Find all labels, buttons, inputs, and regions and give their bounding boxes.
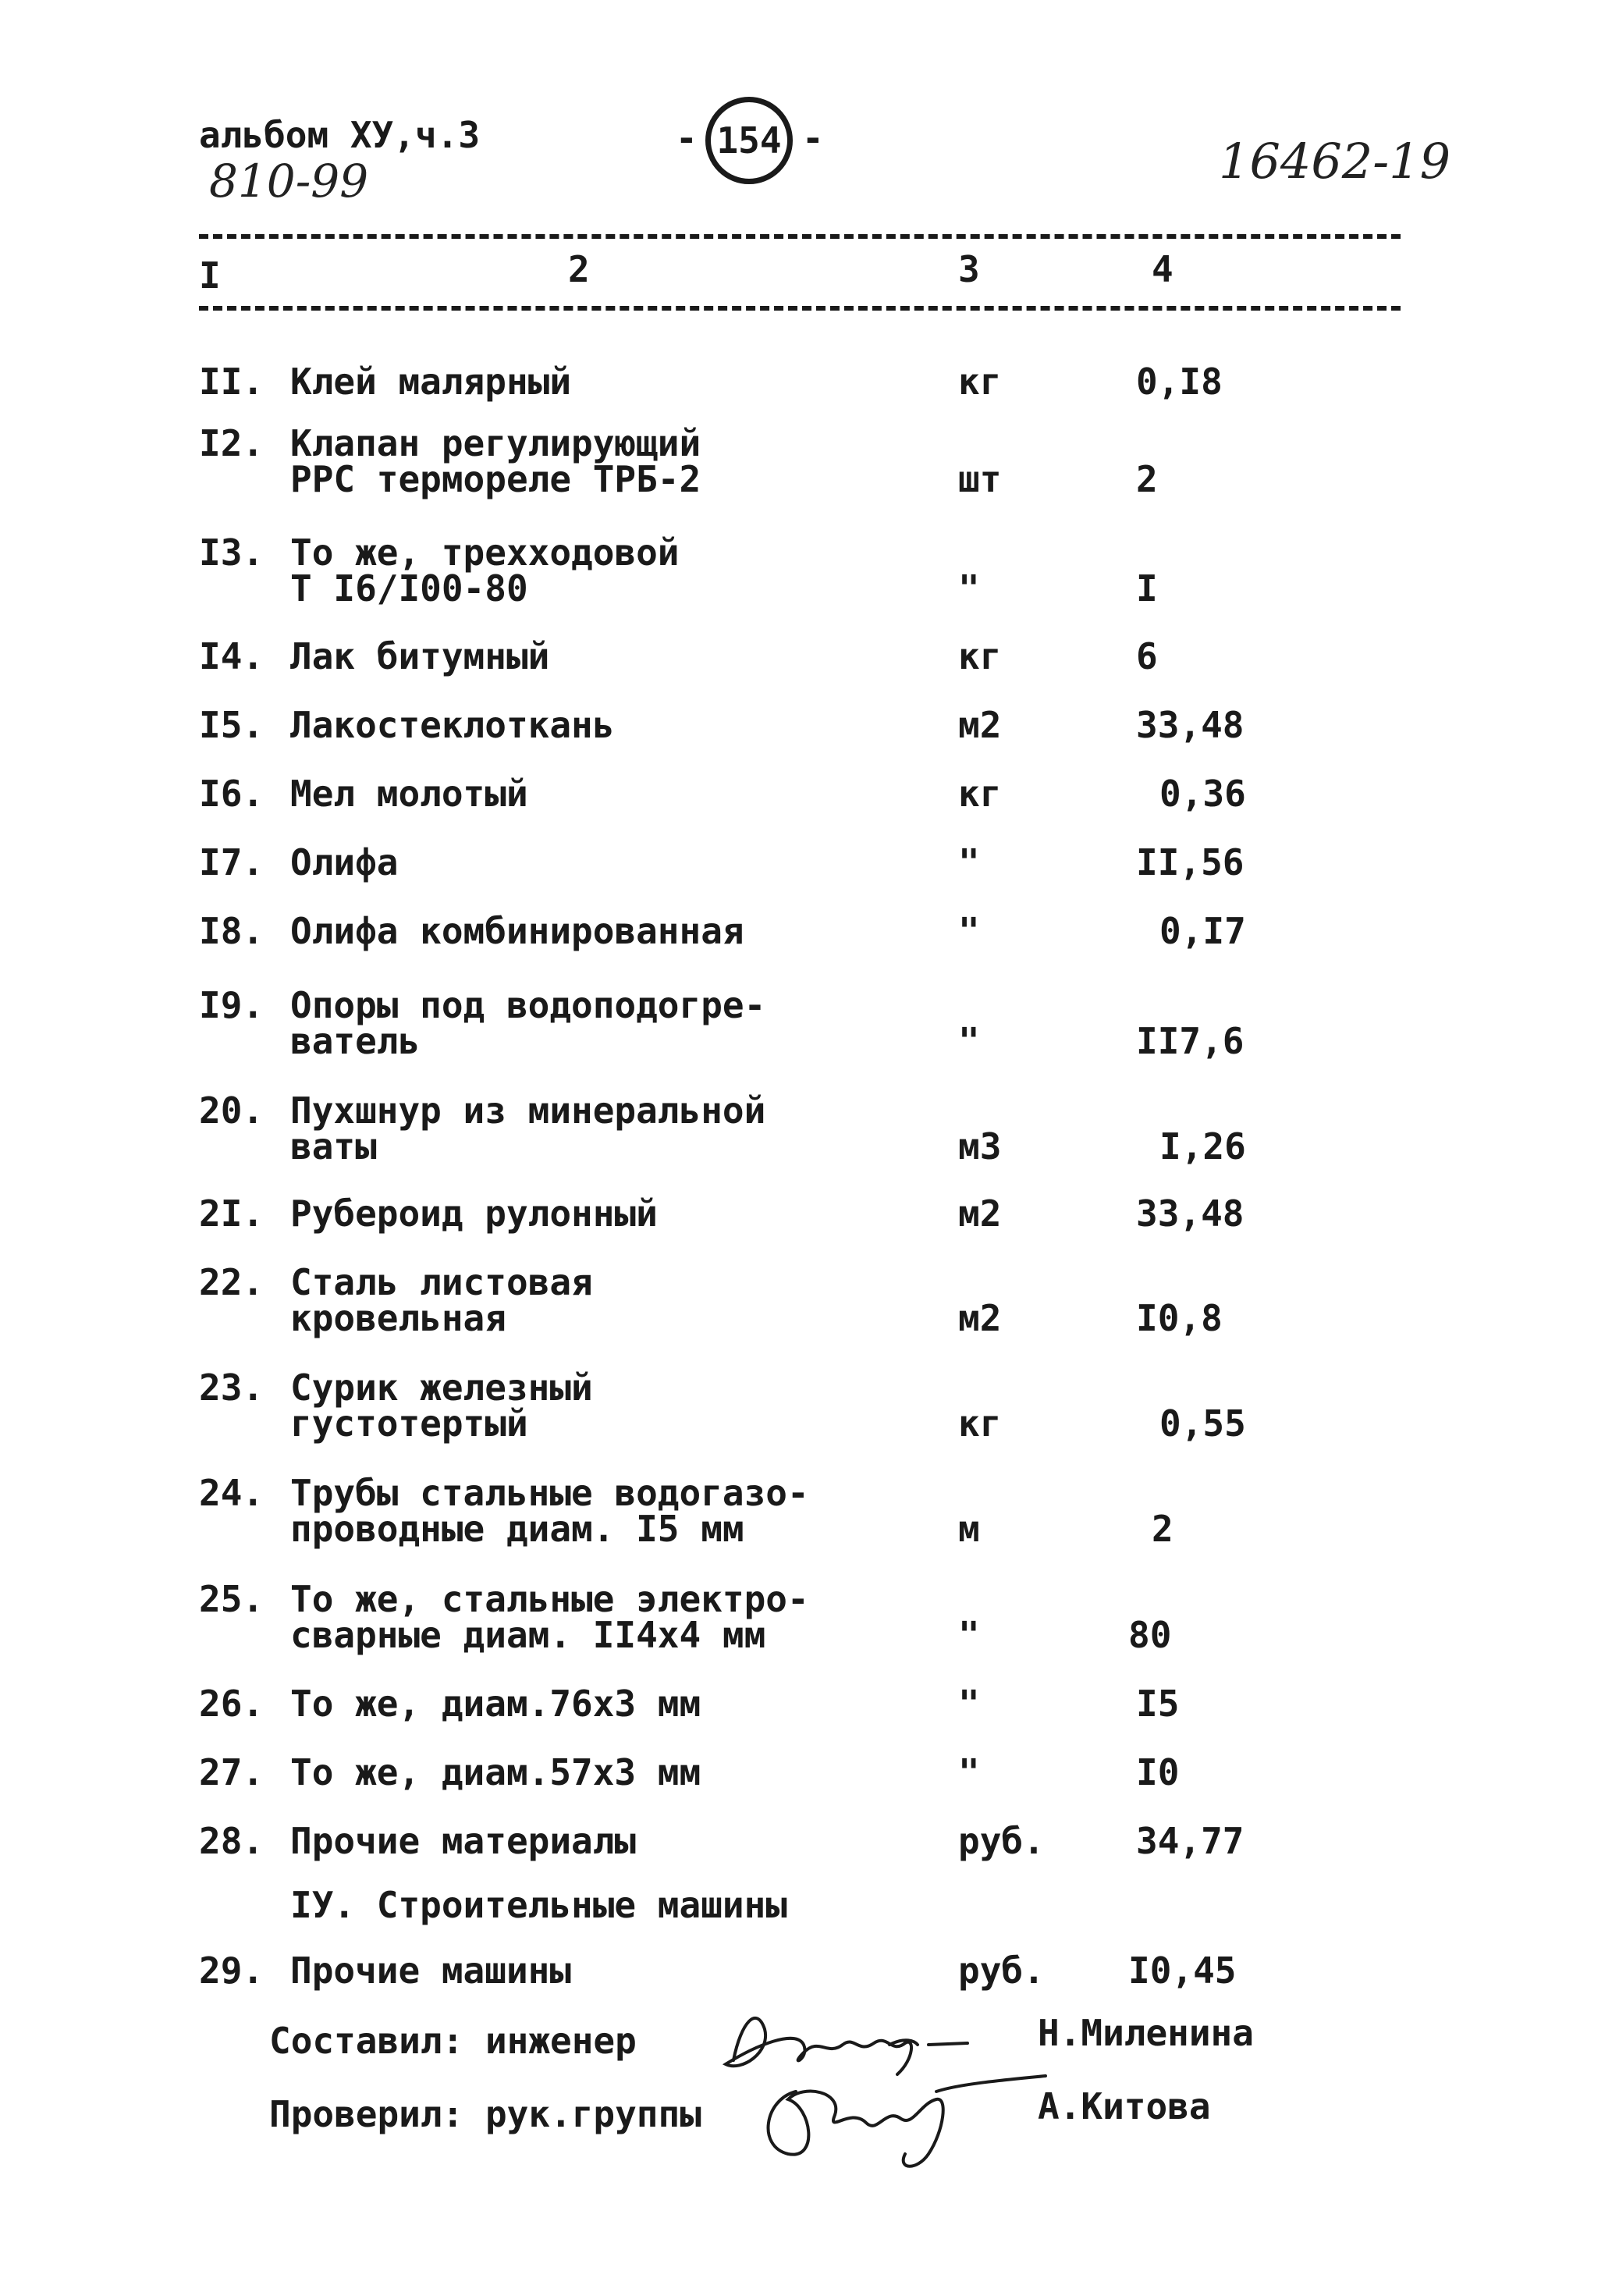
row-number: I3. bbox=[199, 531, 265, 574]
row-description: То же, стальные электро- bbox=[290, 1578, 809, 1620]
row-unit: " bbox=[958, 841, 980, 883]
row-unit: " bbox=[958, 1751, 980, 1793]
row-quantity: I,26 bbox=[1159, 1125, 1246, 1168]
row-quantity: 2 bbox=[1152, 1508, 1173, 1550]
row-number: 28. bbox=[199, 1820, 265, 1862]
row-description-line2: Т I6/I00-80 bbox=[290, 567, 528, 610]
row-unit: " bbox=[958, 1614, 980, 1656]
checked-by-label: Проверил: рук.группы bbox=[269, 2093, 701, 2135]
row-description: Сталь листовая bbox=[290, 1261, 593, 1303]
row-unit: " bbox=[958, 1020, 980, 1062]
row-unit: руб. bbox=[958, 1949, 1045, 1992]
row-number: I5. bbox=[199, 704, 265, 746]
row-number: 23. bbox=[199, 1367, 265, 1409]
row-description-line2: кровельная bbox=[290, 1297, 506, 1339]
row-unit: " bbox=[958, 910, 980, 952]
row-quantity: II,56 bbox=[1136, 841, 1245, 883]
column-header-4: 4 bbox=[1152, 248, 1173, 290]
row-number: 29. bbox=[199, 1949, 265, 1992]
row-description: Лак битумный bbox=[290, 635, 550, 677]
row-number: I9. bbox=[199, 984, 265, 1026]
column-header-3: 3 bbox=[958, 248, 980, 290]
row-description: Лакостеклоткань bbox=[290, 704, 615, 746]
row-description-line2: густотертый bbox=[290, 1402, 528, 1445]
row-description: То же, трехходовой bbox=[290, 531, 680, 574]
compiled-by-label: Составил: инженер bbox=[269, 2020, 637, 2062]
row-description-line2: ватель bbox=[290, 1020, 421, 1062]
page-number: 154 bbox=[716, 119, 782, 162]
row-number: 27. bbox=[199, 1751, 265, 1793]
row-description: Прочие материалы bbox=[290, 1820, 637, 1862]
row-number: 25. bbox=[199, 1578, 265, 1620]
row-quantity: 80 bbox=[1128, 1614, 1172, 1656]
column-header-2: 2 bbox=[568, 248, 590, 290]
row-number: I7. bbox=[199, 841, 265, 883]
row-description: Рубероид рулонный bbox=[290, 1192, 658, 1235]
row-unit: руб. bbox=[958, 1820, 1045, 1862]
row-description-line2: сварные диам. II4х4 мм bbox=[290, 1614, 766, 1656]
row-quantity: 33,48 bbox=[1136, 1192, 1245, 1235]
row-unit: кг bbox=[958, 361, 1002, 403]
page-number-dash-left: - bbox=[676, 117, 698, 159]
column-header-1: I bbox=[199, 254, 221, 297]
document-code: 16462-19 bbox=[1219, 133, 1451, 190]
row-quantity: I5 bbox=[1136, 1683, 1180, 1725]
row-quantity: I0,45 bbox=[1128, 1949, 1237, 1992]
row-quantity: 0,I8 bbox=[1136, 361, 1223, 403]
row-description: То же, диам.57х3 мм bbox=[290, 1751, 701, 1793]
row-quantity: 0,55 bbox=[1159, 1402, 1246, 1445]
row-number: 2I. bbox=[199, 1192, 265, 1235]
row-quantity: 6 bbox=[1136, 635, 1158, 677]
row-description-line2: проводные диам. I5 мм bbox=[290, 1508, 744, 1550]
row-number: 22. bbox=[199, 1261, 265, 1303]
row-description: Клапан регулирующий bbox=[290, 422, 701, 464]
row-unit: м3 bbox=[958, 1125, 1002, 1168]
row-quantity: 0,36 bbox=[1159, 773, 1246, 815]
row-description: Трубы стальные водогазо- bbox=[290, 1472, 809, 1514]
row-unit: м2 bbox=[958, 704, 1002, 746]
album-label: альбом ХУ,ч.3 bbox=[199, 114, 481, 156]
row-description: То же, диам.76х3 мм bbox=[290, 1683, 701, 1725]
row-description: Опоры под водоподогре- bbox=[290, 984, 766, 1026]
row-unit: кг bbox=[958, 635, 1002, 677]
row-unit: " bbox=[958, 567, 980, 610]
row-unit: шт bbox=[958, 458, 1002, 500]
row-unit: кг bbox=[958, 1402, 1002, 1445]
row-quantity: I bbox=[1136, 567, 1158, 610]
row-quantity: II7,6 bbox=[1136, 1020, 1245, 1062]
row-number: 26. bbox=[199, 1683, 265, 1725]
page-number-dash-right: - bbox=[802, 117, 824, 159]
row-quantity: I0 bbox=[1136, 1751, 1180, 1793]
row-unit: м bbox=[958, 1508, 980, 1550]
row-quantity: 33,48 bbox=[1136, 704, 1245, 746]
row-description-line2: РРС термореле ТРБ-2 bbox=[290, 458, 701, 500]
row-description-line2: ваты bbox=[290, 1125, 377, 1168]
compiled-by-name: Н.Миленина bbox=[1038, 2012, 1254, 2054]
row-number: II. bbox=[199, 361, 265, 403]
row-description: Прочие машины bbox=[290, 1949, 572, 1992]
row-number: 20. bbox=[199, 1089, 265, 1132]
row-number: I8. bbox=[199, 910, 265, 952]
section-heading: IУ. Строительные машины bbox=[290, 1884, 787, 1926]
row-unit: м2 bbox=[958, 1297, 1002, 1339]
row-description: Олифа bbox=[290, 841, 399, 883]
row-description: Клей малярный bbox=[290, 361, 572, 403]
row-number: 24. bbox=[199, 1472, 265, 1514]
row-number: I2. bbox=[199, 422, 265, 464]
row-description: Пухшнур из минеральной bbox=[290, 1089, 766, 1132]
checked-by-name: А.Китова bbox=[1038, 2085, 1211, 2127]
album-handwritten-code: 810-99 bbox=[209, 155, 369, 208]
row-number: I6. bbox=[199, 773, 265, 815]
row-number: I4. bbox=[199, 635, 265, 677]
header-rule-bottom bbox=[199, 306, 1401, 311]
row-quantity: I0,8 bbox=[1136, 1297, 1223, 1339]
row-quantity: 34,77 bbox=[1136, 1820, 1245, 1862]
row-unit: кг bbox=[958, 773, 1002, 815]
row-description: Мел молотый bbox=[290, 773, 528, 815]
header-rule-top bbox=[199, 234, 1401, 239]
row-description: Сурик железный bbox=[290, 1367, 593, 1409]
row-quantity: 0,I7 bbox=[1159, 910, 1246, 952]
row-quantity: 2 bbox=[1136, 458, 1158, 500]
row-unit: м2 bbox=[958, 1192, 1002, 1235]
page-number-circle bbox=[705, 97, 793, 184]
row-description: Олифа комбинированная bbox=[290, 910, 744, 952]
signature-checked-scribble bbox=[749, 2060, 1061, 2177]
row-unit: " bbox=[958, 1683, 980, 1725]
